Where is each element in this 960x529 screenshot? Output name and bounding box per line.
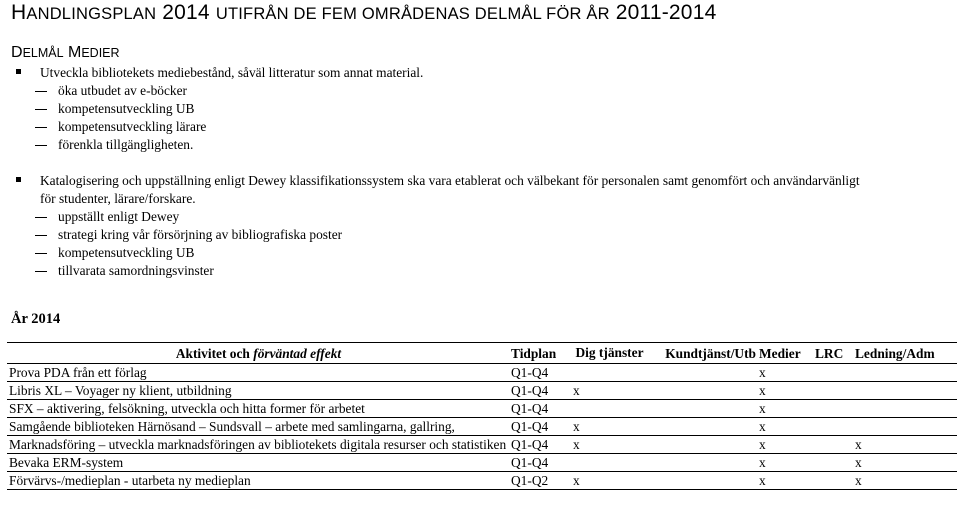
header-medier: Medier <box>759 346 801 361</box>
table-row <box>7 382 957 400</box>
dash-icon <box>35 91 47 92</box>
dash-icon <box>35 235 47 236</box>
cell-tidplan: Q1-Q4 <box>511 401 549 416</box>
goal-bullet-continuation <box>0 190 960 208</box>
square-bullet-icon <box>16 177 21 182</box>
subtitle-m: M <box>68 44 82 61</box>
table-row <box>7 364 957 382</box>
cell-tidplan: Q1-Q4 <box>511 383 549 398</box>
table-row <box>7 418 957 436</box>
action-plan-table <box>7 342 957 490</box>
cell-dig <box>571 454 647 472</box>
cell-tidplan: Q1-Q4 <box>511 365 549 380</box>
list-item <box>0 226 960 244</box>
cell-activity: Prova PDA från ett förlag <box>9 365 147 380</box>
cell-activity: Marknadsföring – utveckla marknadsföringen av bibliotekets digitala resurser och statistiken <box>9 437 507 452</box>
dash-icon <box>35 145 47 146</box>
subtitle-elmal: ELMÅL <box>22 46 64 60</box>
cell-dig: x <box>573 437 580 452</box>
cell-medier: x <box>759 437 766 452</box>
subtitle-edier: EDIER <box>81 46 120 60</box>
header-activity-text: Aktivitet och <box>175 346 250 361</box>
cell-ledning <box>853 418 957 436</box>
goal-bullet <box>0 64 960 82</box>
year-heading: År 2014 <box>11 311 61 327</box>
cell-kund <box>647 454 757 472</box>
table-row <box>7 472 957 490</box>
header-dig: Dig tjänster <box>575 345 644 360</box>
square-bullet-icon <box>16 69 21 74</box>
list-item-text: uppställt enligt Dewey <box>58 209 180 224</box>
list-item-text: tillvarata samordningsvinster <box>58 263 214 278</box>
title-year-range: 2011-2014 <box>615 1 717 24</box>
list-item <box>0 118 960 136</box>
dash-icon <box>35 217 47 218</box>
goal-bullet-text: Utveckla bibliotekets mediebestånd, såväl litteratur som annat material. <box>40 65 424 80</box>
cell-tidplan: Q1-Q4 <box>511 437 549 452</box>
cell-ledning <box>853 364 957 382</box>
cell-lrc <box>813 472 853 490</box>
table-row <box>7 436 957 454</box>
table-row <box>7 400 957 418</box>
list-item <box>0 82 960 100</box>
list-item <box>0 100 960 118</box>
cell-activity: SFX – aktivering, felsökning, utveckla och hitta former för arbetet <box>9 401 365 416</box>
page-title <box>11 0 716 27</box>
list-item-text: förenkla tillgängligheten. <box>58 137 194 152</box>
list-item <box>0 244 960 262</box>
cell-dig <box>571 364 647 382</box>
cell-dig <box>571 400 647 418</box>
list-item <box>0 136 960 154</box>
cell-lrc <box>813 382 853 400</box>
title-initial: H <box>11 1 27 24</box>
cell-ledning <box>853 400 957 418</box>
cell-ledning <box>853 382 957 400</box>
title-middle: UTIFRÅN DE FEM OMRÅDENAS DELMÅL FÖR ÅR <box>215 5 610 23</box>
cell-activity: Samgående biblioteken Härnösand – Sundsvall – arbete med samlingarna, gallring, <box>9 419 455 434</box>
goal-bullet-text-line2: för studenter, lärare/forskare. <box>40 191 196 206</box>
cell-medier: x <box>759 455 766 470</box>
table-header-row <box>7 343 957 364</box>
list-item-text: kompetensutveckling lärare <box>58 119 207 134</box>
header-tidplan: Tidplan <box>511 346 557 361</box>
cell-ledning: x <box>855 437 862 452</box>
goal-section-1 <box>0 64 960 154</box>
header-activity <box>7 343 509 364</box>
cell-medier: x <box>759 383 766 398</box>
dash-icon <box>35 253 47 254</box>
title-word: ANDLINGSPLAN <box>26 5 157 23</box>
header-kund: Kundtjänst/Utb <box>665 346 756 361</box>
dash-icon <box>35 127 47 128</box>
cell-lrc <box>813 454 853 472</box>
cell-dig: x <box>573 419 580 434</box>
cell-medier: x <box>759 473 766 488</box>
subtitle-d: D <box>11 44 23 61</box>
cell-tidplan: Q1-Q2 <box>511 473 549 488</box>
cell-lrc <box>813 400 853 418</box>
cell-tidplan: Q1-Q4 <box>511 455 549 470</box>
list-item-text: strategi kring vår försörjning av bibliografiska poster <box>58 227 343 242</box>
cell-lrc <box>813 436 853 454</box>
list-item-text: kompetensutveckling UB <box>58 101 195 116</box>
cell-lrc <box>813 364 853 382</box>
list-item-text: kompetensutveckling UB <box>58 245 195 260</box>
table-row <box>7 454 957 472</box>
cell-kund <box>647 418 757 436</box>
cell-activity: Förvärvs-/medieplan - utarbeta ny medieplan <box>9 473 251 488</box>
title-year: 2014 <box>162 1 210 24</box>
cell-medier: x <box>759 401 766 416</box>
goal-section-2 <box>0 172 960 280</box>
section-subtitle <box>11 43 120 63</box>
cell-medier: x <box>759 365 766 380</box>
cell-kund <box>647 364 757 382</box>
header-ledning: Ledning/Adm <box>855 346 935 361</box>
cell-dig: x <box>573 473 580 488</box>
header-lrc: LRC <box>815 346 844 361</box>
cell-dig: x <box>573 383 580 398</box>
header-activity-italic: förväntad effekt <box>253 346 342 361</box>
list-item-text: öka utbudet av e-böcker <box>58 83 188 98</box>
cell-ledning: x <box>855 473 862 488</box>
cell-kund <box>647 382 757 400</box>
cell-kund <box>647 400 757 418</box>
list-item <box>0 208 960 226</box>
cell-activity: Bevaka ERM-system <box>9 455 124 470</box>
cell-lrc <box>813 418 853 436</box>
cell-activity: Libris XL – Voyager ny klient, utbildning <box>9 383 232 398</box>
cell-ledning: x <box>855 455 862 470</box>
cell-kund <box>647 472 757 490</box>
goal-bullet <box>0 172 960 190</box>
cell-medier: x <box>759 419 766 434</box>
list-item <box>0 262 960 280</box>
dash-icon <box>35 109 47 110</box>
goal-bullet-text-line1: Katalogisering och uppställning enligt Dewey klassifikationssystem ska vara etablerat och välbekant för personalen samt genomfört och användarvänligt <box>40 173 860 188</box>
cell-tidplan: Q1-Q4 <box>511 419 549 434</box>
dash-icon <box>35 271 47 272</box>
cell-kund <box>647 436 757 454</box>
